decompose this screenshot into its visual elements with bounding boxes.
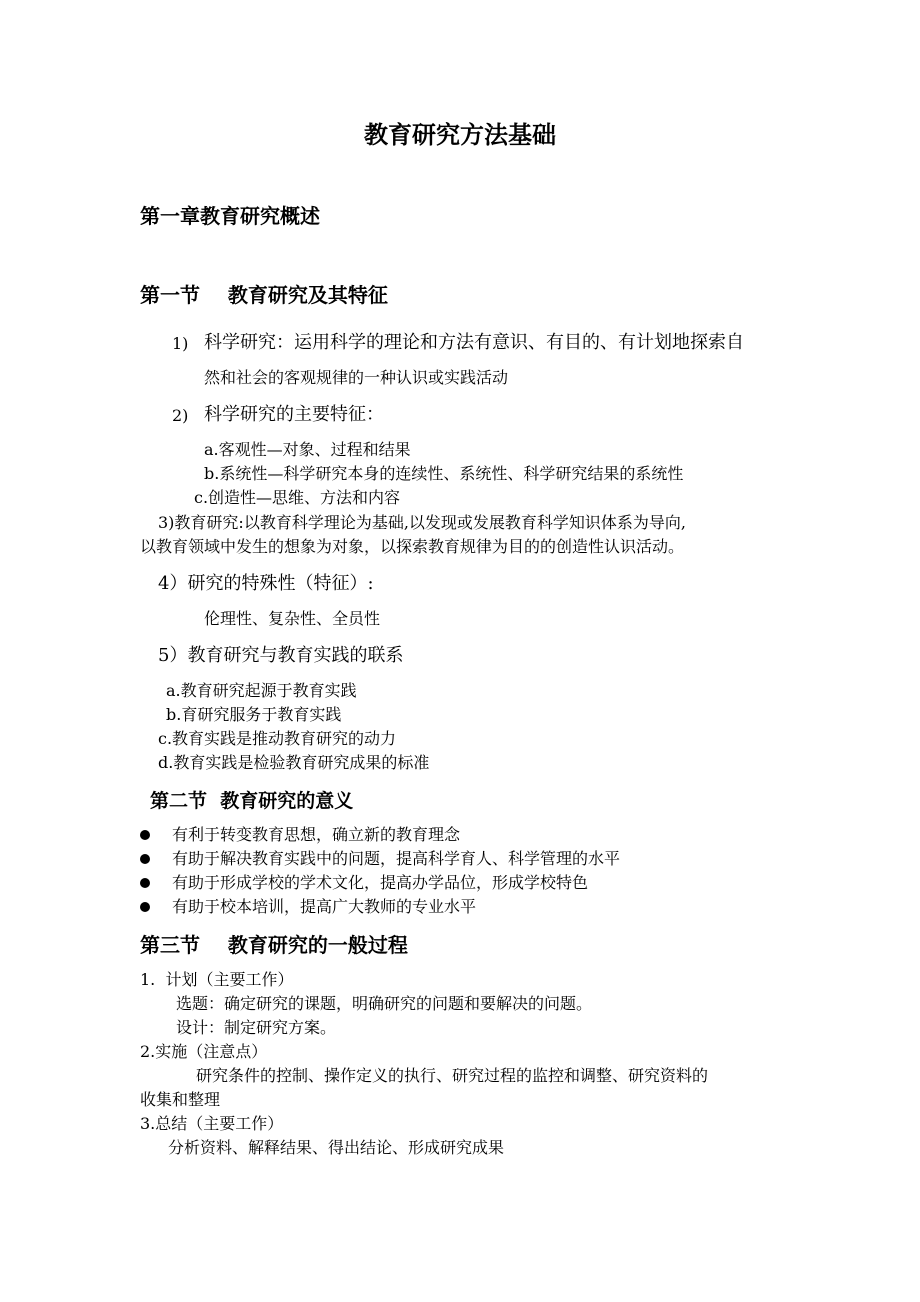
item3-line2: 以教育领域中发生的想象为对象，以探索教育规律为目的的创造性认识活动。 [140, 537, 685, 556]
step2-line1: 研究条件的控制、操作定义的执行、研究过程的监控和调整、研究资料的 [196, 1066, 709, 1085]
feature-a: a.客观性—对象、过程和结果 [204, 440, 411, 459]
document-title: 教育研究方法基础 [364, 121, 556, 149]
significance-item-1: 有利于转变教育思想，确立新的教育理念 [172, 825, 461, 844]
bullet-icon [140, 902, 150, 912]
step2-heading: 2.实施（注意点） [140, 1042, 268, 1061]
significance-item-3: 有助于形成学校的学术文化，提高办学品位，形成学校特色 [172, 873, 589, 892]
step3-text: 分析资料、解释结果、得出结论、形成研究成果 [168, 1138, 505, 1157]
section1-heading: 第一节 教育研究及其特征 [140, 283, 388, 307]
relation-c: c.教育实践是推动教育研究的动力 [158, 729, 397, 748]
significance-item-4: 有助于校本培训，提高广大教师的专业水平 [172, 897, 477, 916]
step3-heading: 3.总结（主要工作） [140, 1114, 284, 1133]
item1-line1: 科学研究：运用科学的理论和方法有意识、有目的、有计划地探索自 [204, 332, 744, 353]
item4-content: 伦理性、复杂性、全员性 [204, 609, 381, 628]
item2-number: 2) [172, 406, 189, 425]
bullet-icon [140, 830, 150, 840]
significance-item-2: 有助于解决教育实践中的问题，提高科学育人、科学管理的水平 [172, 849, 621, 868]
feature-b: b.系统性—科学研究本身的连续性、系统性、科学研究结果的系统性 [204, 464, 684, 483]
chapter-heading: 第一章教育研究概述 [140, 204, 320, 228]
item4-heading: 4）研究的特殊性（特征）: [158, 573, 374, 594]
step1-heading: 1. 计划（主要工作） [140, 970, 294, 989]
relation-d: d.教育实践是检验教育研究成果的标准 [158, 753, 430, 772]
section2-heading: 第二节 教育研究的意义 [150, 790, 354, 812]
relation-b: b.育研究服务于教育实践 [166, 705, 342, 724]
relation-a: a.教育研究起源于教育实践 [166, 681, 357, 700]
item5-heading: 5）教育研究与教育实践的联系 [158, 645, 404, 666]
step1-design: 设计：制定研究方案。 [176, 1018, 337, 1037]
step2-line2: 收集和整理 [140, 1090, 221, 1109]
bullet-icon [140, 878, 150, 888]
feature-c: c.创造性—思维、方法和内容 [194, 488, 401, 507]
item2-text: 科学研究的主要特征： [204, 404, 384, 425]
bullet-icon [140, 854, 150, 864]
item1-number: 1) [172, 334, 189, 353]
section3-heading: 第三节 教育研究的一般过程 [140, 933, 408, 957]
item3-line1: 3)教育研究:以教育科学理论为基础,以发现或发展教育科学知识体系为导向, [158, 513, 686, 532]
step1-topic: 选题：确定研究的课题，明确研究的问题和要解决的问题。 [176, 994, 593, 1013]
item1-line2: 然和社会的客观规律的一种认识或实践活动 [204, 368, 509, 387]
